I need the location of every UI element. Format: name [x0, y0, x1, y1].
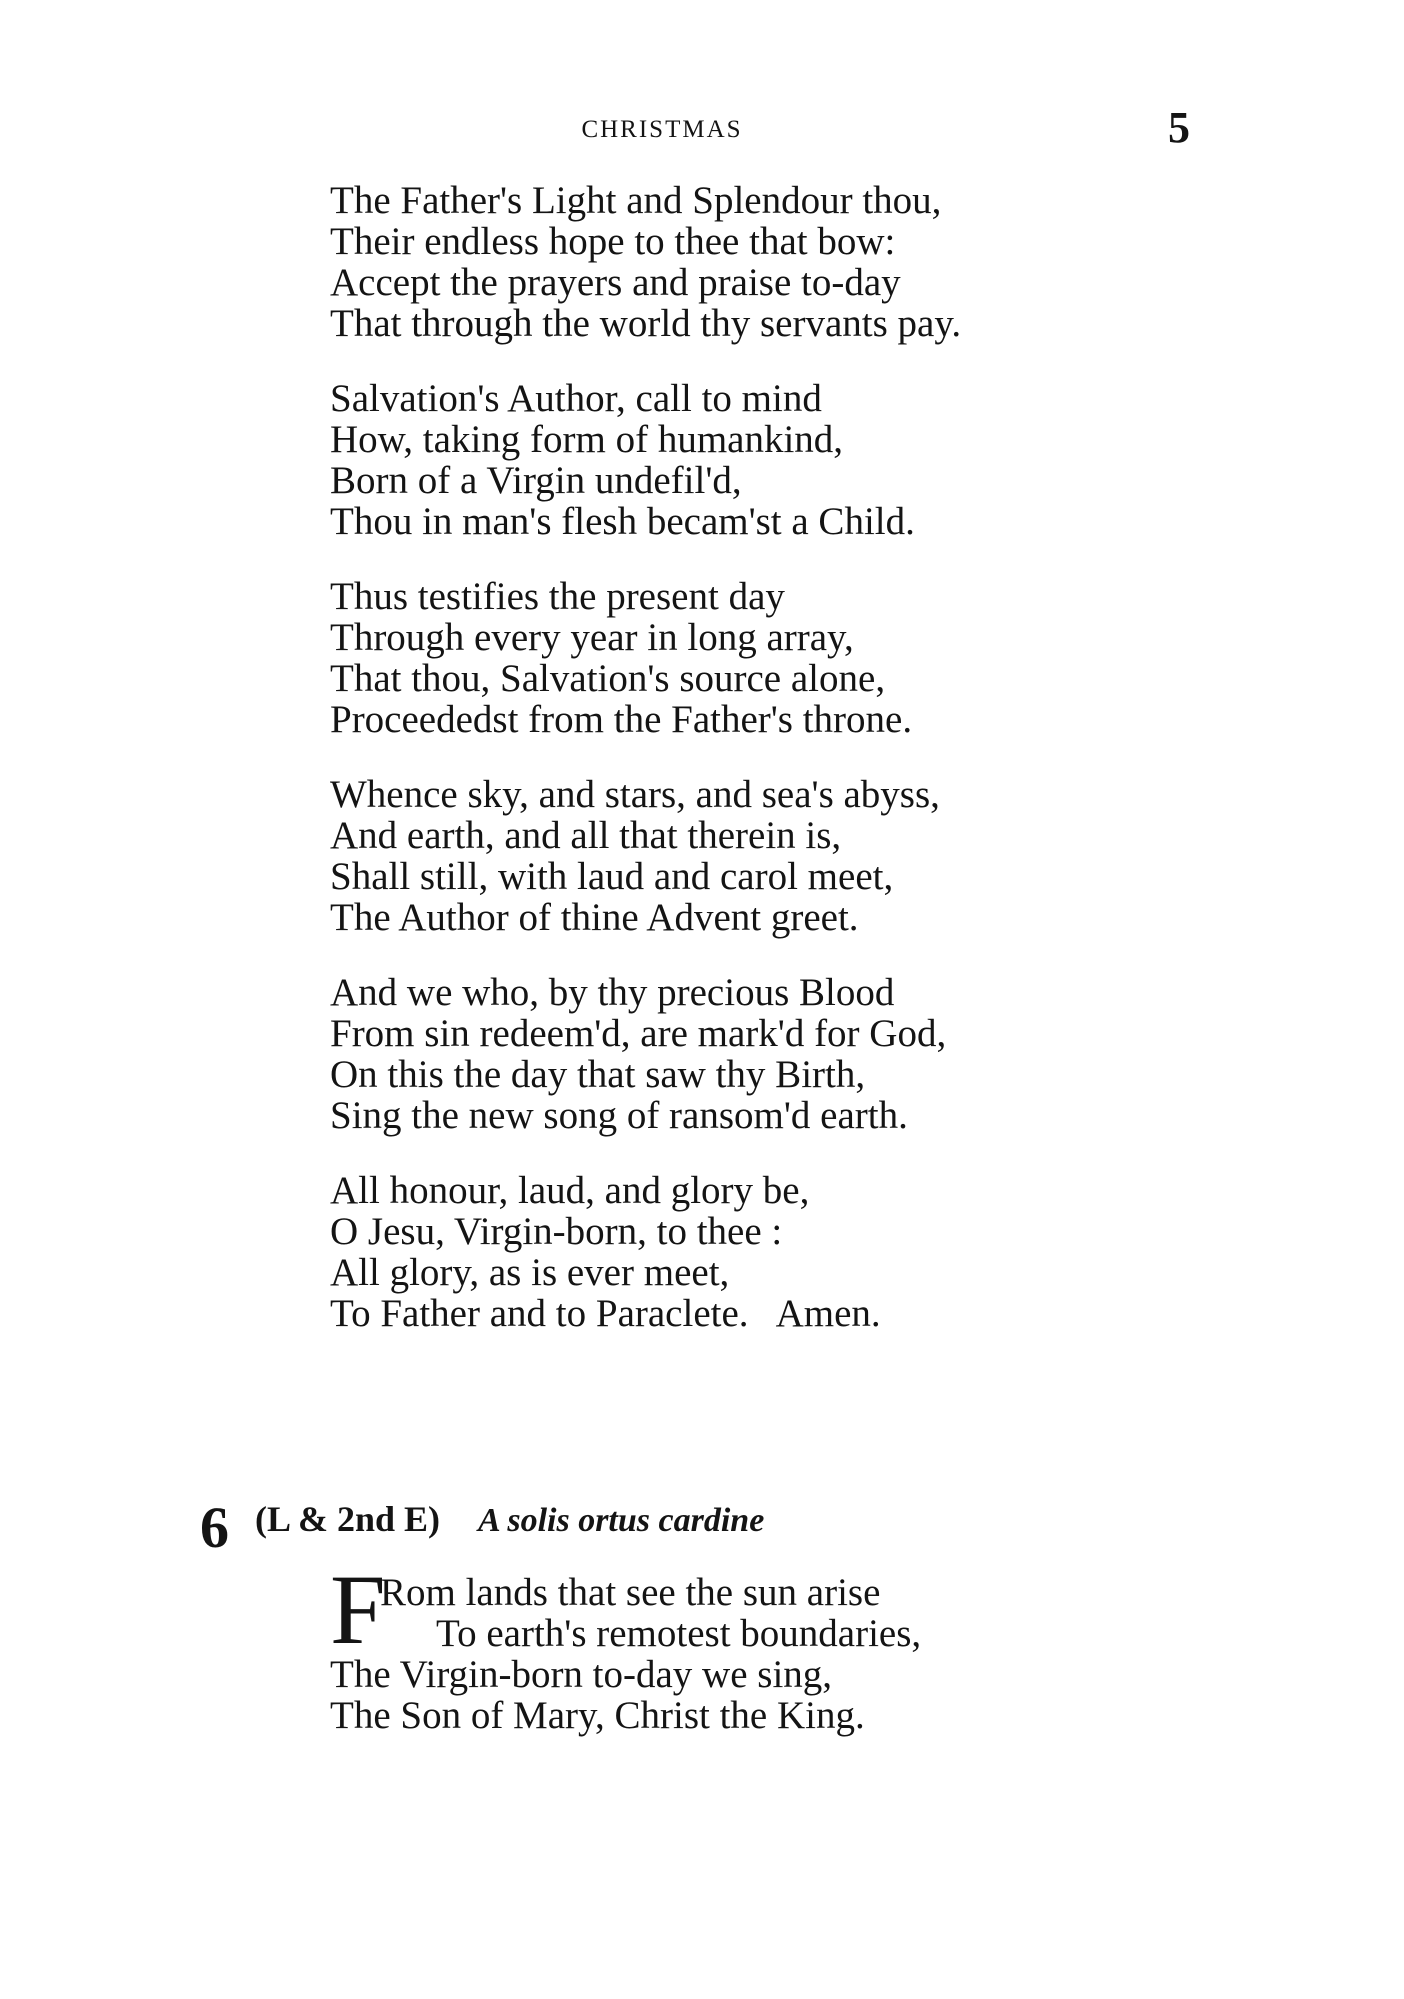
verse-line: All glory, as is ever meet, [330, 1251, 730, 1294]
verse-line: Thou in man's flesh becam'st a Child. [330, 500, 915, 543]
verse-line: The Son of Mary, Christ the King. [330, 1694, 865, 1737]
verse-line: Thus testifies the present day [330, 575, 785, 618]
verse-line: Their endless hope to thee that bow: [330, 220, 896, 263]
hymn-heading [200, 1494, 764, 1561]
verse-line: And we who, by thy precious Blood [330, 971, 895, 1014]
verse-line: Born of a Virgin undefil'd, [330, 459, 742, 502]
verse-line: That through the world thy servants pay. [330, 302, 962, 345]
verse-line: Through every year in long array, [330, 616, 854, 659]
stanza [330, 1170, 1230, 1334]
verse-line: Shall still, with laud and carol meet, [330, 855, 894, 898]
running-head: CHRISTMAS [581, 116, 743, 143]
stanza [330, 774, 1230, 938]
verse-line: Proceededst from the Father's throne. [330, 698, 913, 741]
verse-line: Rom lands that see the sun arise [380, 1571, 881, 1614]
verse-line: To Father and to Paraclete. Amen. [330, 1292, 881, 1335]
stanza [330, 378, 1230, 542]
verse-line: From sin redeem'd, are mark'd for God, [330, 1012, 947, 1055]
verse-line: On this the day that saw thy Birth, [330, 1053, 866, 1096]
verse-line: Accept the prayers and praise to-day [330, 261, 901, 304]
verse-line: Sing the new song of ransom'd earth. [330, 1094, 908, 1137]
hymn-number: 6 [200, 1495, 229, 1560]
verse-line: All honour, laud, and glory be, [330, 1169, 810, 1212]
first-stanza [330, 1554, 1230, 1737]
verse-line: The Father's Light and Splendour thou, [330, 179, 942, 222]
hymn-usage: (L & 2nd E) [255, 1499, 441, 1540]
hymn-latin-title: A solis ortus cardine [478, 1502, 765, 1540]
verse-line: Salvation's Author, call to mind [330, 377, 822, 420]
page-number: 5 [1168, 103, 1190, 152]
stanza [330, 180, 1230, 344]
verse-line: To earth's remotest boundaries, [436, 1612, 922, 1655]
verse-line: That thou, Salvation's source alone, [330, 657, 886, 700]
verse-line: Whence sky, and stars, and sea's abyss, [330, 773, 940, 816]
verse-line: And earth, and all that therein is, [330, 814, 842, 857]
stanza [330, 576, 1230, 740]
verse-line: The Author of thine Advent greet. [330, 896, 859, 939]
verse-line: The Virgin-born to-day we sing, [330, 1653, 833, 1696]
drop-cap: F [330, 1554, 386, 1665]
stanza [330, 972, 1230, 1136]
verse-line: How, taking form of humankind, [330, 418, 844, 461]
verse-line: O Jesu, Virgin-born, to thee : [330, 1210, 783, 1253]
